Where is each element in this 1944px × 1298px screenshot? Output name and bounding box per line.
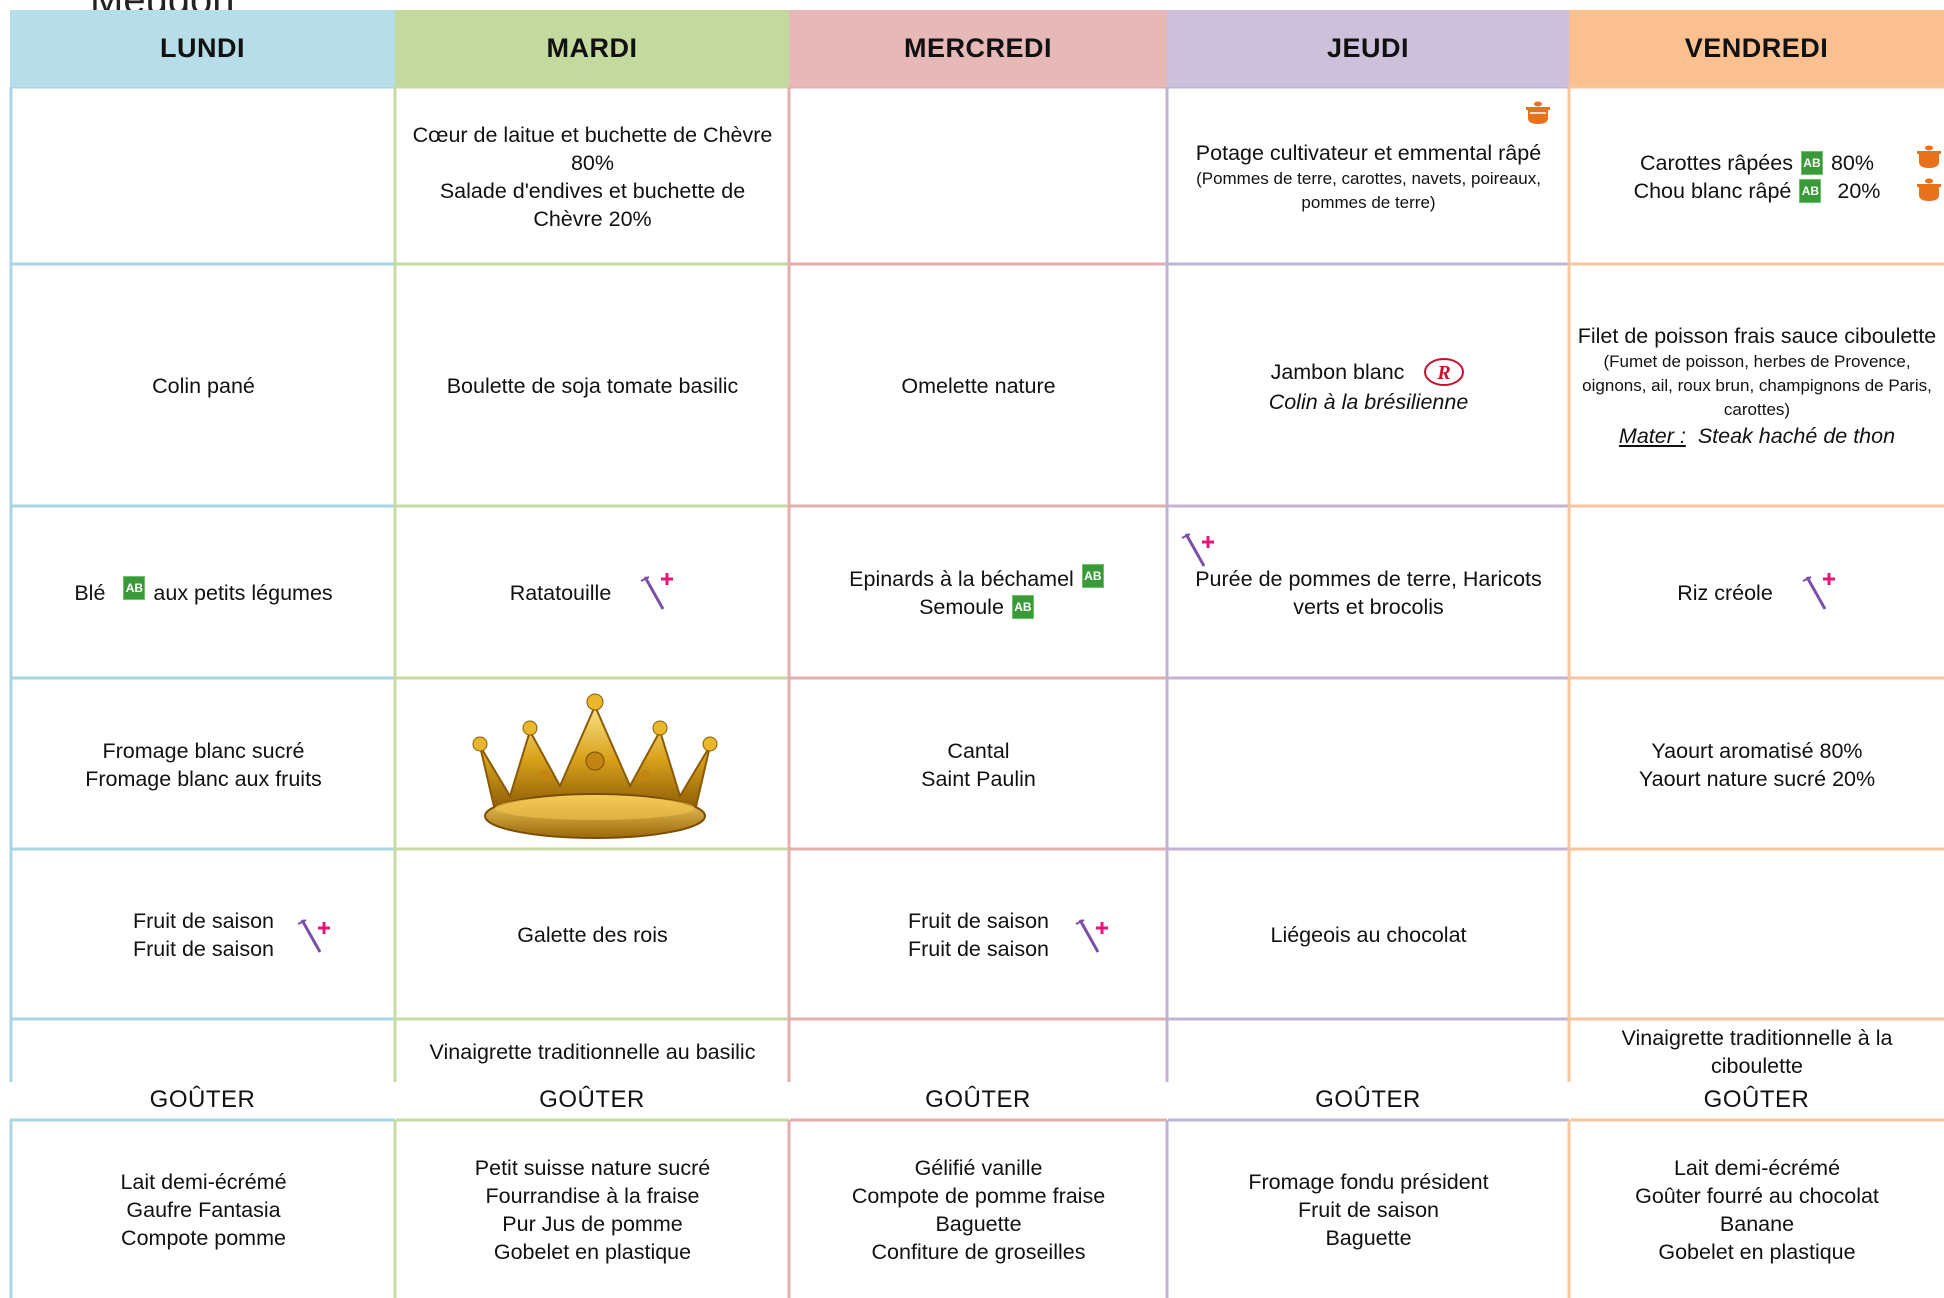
gouter-lundi — [12, 1122, 395, 1298]
laitage-line: Fromage blanc aux fruits — [85, 766, 322, 791]
laitage-line: Yaourt aromatisé 80% — [1651, 738, 1863, 763]
gouter-line: Banane — [1719, 1212, 1795, 1236]
entree-line: Chèvre 20% — [533, 206, 652, 231]
accomp-mercredi-line-2 — [919, 593, 1038, 621]
gouter-line: Confiture de groseilles — [871, 1240, 1086, 1264]
dessert-line: Fruit de saison — [132, 909, 274, 933]
gouter-line: Petit suisse nature sucré — [474, 1156, 711, 1180]
gouter-vendredi — [1570, 1122, 1944, 1298]
header-lundi: LUNDI — [10, 10, 395, 87]
dessert-jeudi: Liégeois au chocolat — [1270, 923, 1467, 947]
entree-vendredi-line-2 — [1634, 177, 1881, 205]
accomp-vendredi-line — [1677, 573, 1837, 613]
dessert-mercredi — [790, 851, 1167, 1019]
gouter-line: Fruit de saison — [1297, 1198, 1439, 1222]
gouter-line: Goûter fourré au chocolat — [1635, 1184, 1879, 1208]
dessert-mardi: Galette des rois — [517, 923, 668, 947]
accomp-mardi-line — [510, 573, 676, 613]
accomp-label: Ratatouille — [509, 581, 612, 605]
gouter-line: Fromage fondu président — [1248, 1170, 1489, 1194]
laitage-vendredi — [1570, 680, 1944, 849]
gouter-label-jeudi: GOÛTER — [1315, 1086, 1421, 1113]
accomp-before: Blé — [74, 581, 106, 605]
fourchette-plus-icon — [639, 573, 675, 613]
entree-label: Carottes râpées — [1639, 150, 1793, 175]
plat-mater-line — [1619, 422, 1895, 450]
header-jeudi: JEUDI — [1167, 10, 1569, 87]
gouter-label-lundi: GOÛTER — [149, 1086, 256, 1113]
bio-ab-icon: AB — [1082, 564, 1104, 588]
gouter-line: Gaufre Fantasia — [126, 1198, 281, 1222]
entree-detail: (Pommes de terre, carottes, navets, poireaux, pommes de terre) — [1196, 168, 1541, 212]
entree-mardi — [396, 89, 789, 264]
laitage-line: Saint Paulin — [921, 766, 1036, 791]
plat-main: Jambon blanc — [1270, 360, 1405, 384]
plat-vendredi — [1570, 266, 1944, 506]
gouter-line: Fourrandise à la fraise — [485, 1184, 700, 1208]
fourchette-plus-icon — [296, 916, 332, 956]
gouter-line: Baguette — [1325, 1226, 1412, 1250]
laitage-mercredi — [790, 680, 1167, 849]
header-vendredi: VENDREDI — [1569, 10, 1944, 87]
sauce-mardi: Vinaigrette traditionnelle au basilic — [429, 1039, 756, 1064]
bio-ab-icon: AB — [1012, 595, 1034, 619]
dessert-line: Fruit de saison — [907, 937, 1049, 961]
header-mardi: MARDI — [395, 10, 789, 87]
cocotte-icon — [1914, 175, 1944, 203]
plat-jeudi — [1168, 266, 1569, 506]
plat-lundi: Colin pané — [152, 374, 255, 398]
entree-main: Potage cultivateur et emmental râpé — [1195, 140, 1542, 165]
plat-alt: Colin à la brésilienne — [1268, 390, 1469, 414]
accomp-mercredi-line-1 — [849, 565, 1108, 593]
plat-mardi: Boulette de soja tomate basilic — [446, 374, 739, 398]
gouter-line: Baguette — [935, 1212, 1022, 1236]
cocotte-icon — [1914, 142, 1944, 170]
accomp-jeudi: Purée de pommes de terre, Haricots verts et brocolis — [1195, 567, 1542, 619]
cocotte-icon — [1523, 98, 1553, 126]
gouter-line: Compote de pomme fraise — [851, 1184, 1106, 1208]
entree-label: Chou blanc râpé — [1633, 178, 1792, 203]
accomp-lundi — [12, 508, 395, 678]
plat-main: Filet de poisson frais sauce ciboulette — [1577, 324, 1937, 348]
accomp-mardi — [396, 508, 789, 678]
mater-label: Mater : — [1618, 424, 1686, 448]
fourchette-plus-icon — [1074, 916, 1110, 956]
entree-vendredi — [1570, 89, 1944, 264]
laitage-lundi — [12, 680, 395, 849]
accomp-vendredi — [1570, 508, 1944, 678]
laitage-line: Yaourt nature sucré 20% — [1638, 766, 1876, 791]
dessert-lundi — [12, 851, 395, 1019]
entree-vendredi-line-1 — [1640, 149, 1874, 177]
dessert-line: Fruit de saison — [132, 937, 274, 961]
label-rouge-icon — [1422, 356, 1466, 388]
gouter-line: Gobelet en plastique — [493, 1240, 692, 1264]
accomp-mercredi — [790, 508, 1167, 678]
mater-value: Steak haché de thon — [1697, 424, 1896, 448]
gouter-line: Gobelet en plastique — [1658, 1240, 1856, 1264]
gouter-label-mardi: GOÛTER — [539, 1086, 645, 1113]
accomp-label: Riz créole — [1677, 581, 1773, 605]
bio-ab-icon: AB — [1799, 179, 1821, 203]
entree-pct: 80% — [1830, 150, 1874, 175]
plat-detail: (Fumet de poisson, herbes de Provence, oignons, ail, roux brun, champignons de Paris, carottes) — [1582, 352, 1932, 419]
header-mercredi: MERCREDI — [789, 10, 1167, 87]
entree-line: 80% — [570, 150, 615, 175]
gouter-line: Pur Jus de pomme — [502, 1212, 683, 1236]
gouter-label-vendredi: GOÛTER — [1703, 1086, 1810, 1113]
entree-jeudi — [1168, 89, 1569, 264]
svg-text:R: R — [1437, 362, 1452, 384]
gouter-mercredi — [790, 1122, 1167, 1298]
gouter-line: Lait demi-écrémé — [120, 1170, 287, 1194]
accomp-label: Epinards à la béchamel — [849, 567, 1074, 591]
plat-jeudi-main-line — [1271, 356, 1467, 388]
plat-mercredi: Omelette nature — [901, 374, 1056, 398]
gouter-line: Lait demi-écrémé — [1673, 1156, 1841, 1180]
gouter-mardi — [396, 1122, 789, 1298]
gouter-jeudi — [1168, 1122, 1569, 1298]
fourchette-plus-icon — [1801, 573, 1837, 613]
accomp-after: aux petits légumes — [153, 581, 333, 605]
entree-line: Cœur de laitue et buchette de Chèvre — [412, 122, 773, 147]
dessert-line: Fruit de saison — [907, 909, 1049, 933]
crown-icon — [450, 686, 740, 846]
laitage-line: Fromage blanc sucré — [102, 738, 305, 763]
laitage-line: Cantal — [947, 738, 1010, 763]
entree-pct: 20% — [1837, 178, 1881, 203]
accomp-lundi-line — [74, 579, 332, 607]
gouter-line: Compote pomme — [121, 1226, 286, 1250]
bio-ab-icon: AB — [1801, 151, 1823, 175]
bio-ab-icon: AB — [123, 576, 145, 600]
gouter-line: Gélifié vanille — [914, 1156, 1043, 1180]
accomp-label: Semoule — [919, 595, 1004, 619]
entree-line: Salade d'endives et buchette de — [439, 178, 746, 203]
gouter-label-mercredi: GOÛTER — [925, 1086, 1031, 1113]
sauce-vendredi: Vinaigrette traditionnelle à la ciboulette — [1621, 1025, 1893, 1078]
